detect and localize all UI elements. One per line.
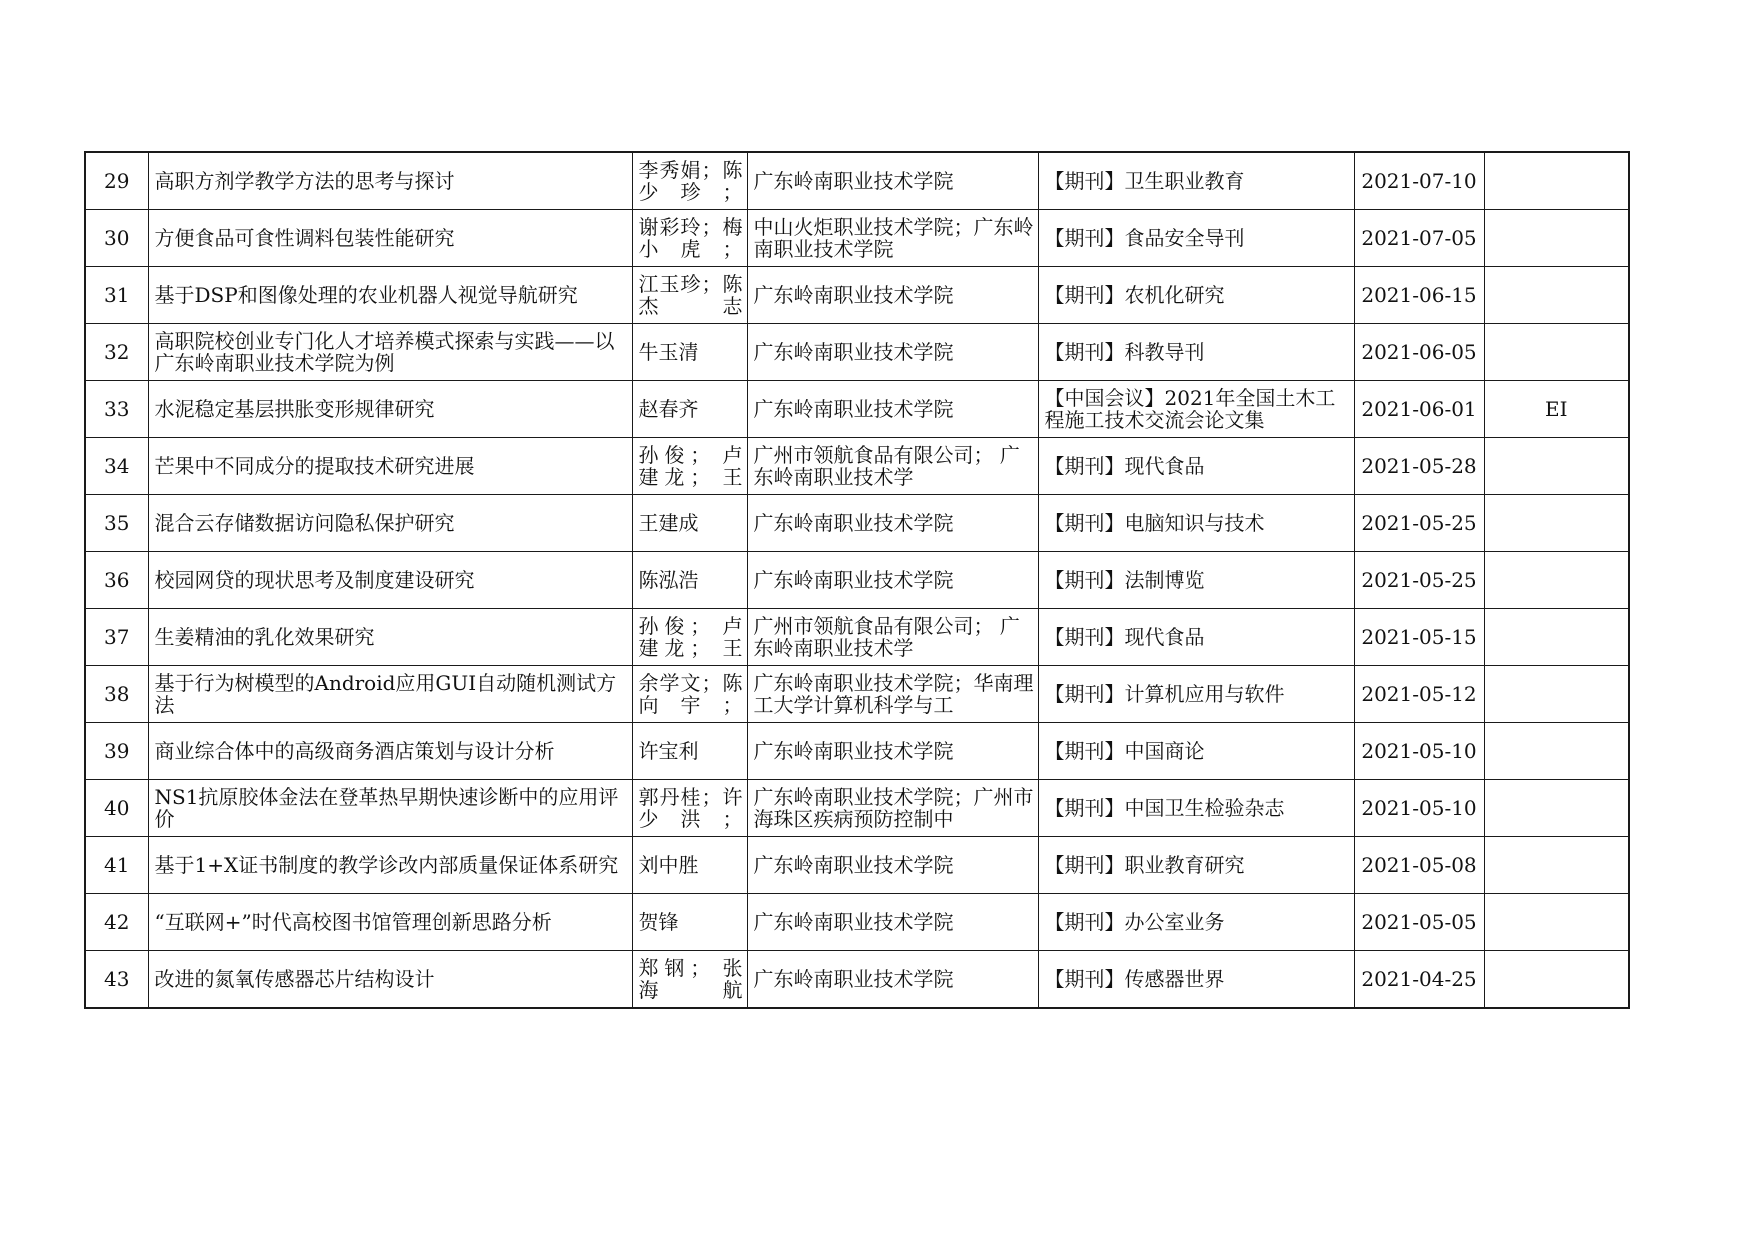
publish-date-cell: 2021-06-01	[1354, 381, 1484, 438]
paper-title-text: 基于DSP和图像处理的农业机器人视觉导航研究	[154, 284, 578, 306]
source-cell	[1038, 837, 1354, 894]
index-cell	[1484, 609, 1629, 666]
organization-cell	[747, 210, 1038, 267]
publish-date-cell: 2021-05-15	[1354, 609, 1484, 666]
authors-cell	[632, 837, 747, 894]
row-number-cell: 41	[85, 837, 148, 894]
index-cell	[1484, 837, 1629, 894]
source-text: 【期刊】现代食品	[1044, 455, 1205, 477]
authors-text: 孙俊； 卢建龙； 王	[638, 444, 743, 488]
row-number-cell: 32	[85, 324, 148, 381]
paper-title-text: 基于行为树模型的Android应用GUI自动随机测试方法	[154, 672, 617, 716]
source-text: 【期刊】科教导刊	[1044, 341, 1205, 363]
organization-cell	[747, 438, 1038, 495]
paper-title-text: 方便食品可食性调料包装性能研究	[154, 227, 455, 249]
paper-title-cell	[148, 780, 632, 837]
table-body	[85, 152, 1629, 1008]
organization-cell	[747, 666, 1038, 723]
paper-title-cell	[148, 666, 632, 723]
table-row	[85, 951, 1629, 1009]
publish-date-cell: 2021-07-10	[1354, 152, 1484, 210]
organization-text: 广东岭南职业技术学院	[753, 740, 954, 762]
organization-cell	[747, 894, 1038, 951]
authors-cell	[632, 552, 747, 609]
authors-text: 余学文；陈向宇；	[638, 672, 743, 716]
source-cell	[1038, 609, 1354, 666]
paper-title-cell	[148, 267, 632, 324]
table-row	[85, 894, 1629, 951]
row-number-cell: 35	[85, 495, 148, 552]
organization-cell	[747, 152, 1038, 210]
authors-text: 李秀娟；陈少珍；	[638, 159, 743, 203]
table-row	[85, 723, 1629, 780]
organization-cell	[747, 495, 1038, 552]
index-cell	[1484, 324, 1629, 381]
organization-text: 广东岭南职业技术学院	[753, 398, 954, 420]
authors-text: 郭丹桂；许少洪；	[638, 786, 743, 830]
authors-cell	[632, 894, 747, 951]
table-row	[85, 609, 1629, 666]
row-number-cell: 39	[85, 723, 148, 780]
authors-cell	[632, 495, 747, 552]
table-row	[85, 152, 1629, 210]
row-number-cell: 30	[85, 210, 148, 267]
source-text: 【期刊】电脑知识与技术	[1044, 512, 1265, 534]
index-cell	[1484, 723, 1629, 780]
publish-date-cell: 2021-06-15	[1354, 267, 1484, 324]
paper-title-cell	[148, 152, 632, 210]
source-text: 【期刊】传感器世界	[1044, 968, 1225, 990]
organization-text: 广东岭南职业技术学院	[753, 512, 954, 534]
organization-cell	[747, 951, 1038, 1009]
source-cell	[1038, 780, 1354, 837]
paper-title-text: 商业综合体中的高级商务酒店策划与设计分析	[154, 740, 555, 762]
paper-title-text: 芒果中不同成分的提取技术研究进展	[154, 455, 475, 477]
publish-date-cell: 2021-05-12	[1354, 666, 1484, 723]
organization-text: 广东岭南职业技术学院	[753, 854, 954, 876]
organization-text: 广东岭南职业技术学院；华南理工大学计算机科学与工	[753, 672, 1034, 716]
row-number-cell: 38	[85, 666, 148, 723]
source-text: 【期刊】中国卫生检验杂志	[1044, 797, 1285, 819]
organization-cell	[747, 609, 1038, 666]
organization-text: 广州市领航食品有限公司； 广东岭南职业技术学	[753, 615, 1020, 659]
source-text: 【期刊】现代食品	[1044, 626, 1205, 648]
authors-text: 江玉珍；陈杰志	[638, 273, 743, 317]
index-cell	[1484, 552, 1629, 609]
table-row	[85, 666, 1629, 723]
index-cell	[1484, 666, 1629, 723]
paper-title-text: 高职院校创业专门化人才培养模式探索与实践——以广东岭南职业技术学院为例	[154, 330, 615, 374]
source-text: 【期刊】农机化研究	[1044, 284, 1225, 306]
source-cell	[1038, 495, 1354, 552]
paper-title-cell	[148, 324, 632, 381]
authors-cell	[632, 267, 747, 324]
organization-text: 广东岭南职业技术学院；广州市海珠区疾病预防控制中	[753, 786, 1034, 830]
publication-table	[84, 151, 1630, 1009]
authors-text: 谢彩玲；梅小虎；	[638, 216, 743, 260]
publish-date-cell: 2021-05-05	[1354, 894, 1484, 951]
organization-cell	[747, 324, 1038, 381]
authors-cell	[632, 780, 747, 837]
organization-cell	[747, 723, 1038, 780]
paper-title-text: 混合云存储数据访问隐私保护研究	[154, 512, 455, 534]
authors-text: 赵春齐	[638, 398, 699, 420]
table-row	[85, 837, 1629, 894]
row-number-cell: 37	[85, 609, 148, 666]
source-text: 【期刊】职业教育研究	[1044, 854, 1245, 876]
authors-cell	[632, 210, 747, 267]
organization-text: 广州市领航食品有限公司； 广东岭南职业技术学	[753, 444, 1020, 488]
organization-cell	[747, 780, 1038, 837]
paper-title-cell	[148, 609, 632, 666]
row-number-cell: 33	[85, 381, 148, 438]
paper-title-cell	[148, 438, 632, 495]
authors-cell	[632, 723, 747, 780]
authors-text: 陈泓浩	[638, 569, 699, 591]
index-cell	[1484, 951, 1629, 1009]
authors-cell	[632, 152, 747, 210]
source-cell	[1038, 438, 1354, 495]
paper-title-cell	[148, 723, 632, 780]
source-text: 【期刊】计算机应用与软件	[1044, 683, 1285, 705]
row-number-cell: 31	[85, 267, 148, 324]
index-cell	[1484, 267, 1629, 324]
organization-text: 广东岭南职业技术学院	[753, 569, 954, 591]
organization-text: 广东岭南职业技术学院	[753, 341, 954, 363]
source-text: 【期刊】办公室业务	[1044, 911, 1225, 933]
table-row	[85, 267, 1629, 324]
authors-cell	[632, 609, 747, 666]
row-number-cell: 40	[85, 780, 148, 837]
source-cell	[1038, 210, 1354, 267]
source-cell	[1038, 552, 1354, 609]
authors-text: 王建成	[638, 512, 699, 534]
organization-text: 广东岭南职业技术学院	[753, 170, 954, 192]
authors-text: 孙俊； 卢建龙； 王	[638, 615, 743, 659]
index-cell: EI	[1484, 381, 1629, 438]
table-row	[85, 210, 1629, 267]
table-row	[85, 381, 1629, 438]
organization-cell	[747, 267, 1038, 324]
row-number-cell: 29	[85, 152, 148, 210]
table-row	[85, 552, 1629, 609]
publish-date-cell: 2021-05-10	[1354, 780, 1484, 837]
source-text: 【期刊】法制博览	[1044, 569, 1205, 591]
index-cell	[1484, 152, 1629, 210]
paper-title-cell	[148, 552, 632, 609]
paper-title-text: 校园网贷的现状思考及制度建设研究	[154, 569, 475, 591]
organization-text: 中山火炬职业技术学院；广东岭南职业技术学院	[753, 216, 1034, 260]
paper-title-text: 高职方剂学教学方法的思考与探讨	[154, 170, 455, 192]
row-number-cell: 34	[85, 438, 148, 495]
publish-date-cell: 2021-07-05	[1354, 210, 1484, 267]
organization-cell	[747, 381, 1038, 438]
paper-title-text: 水泥稳定基层拱胀变形规律研究	[154, 398, 435, 420]
paper-title-text: 改进的氮氧传感器芯片结构设计	[154, 968, 435, 990]
organization-text: 广东岭南职业技术学院	[753, 968, 954, 990]
authors-cell	[632, 438, 747, 495]
source-cell	[1038, 267, 1354, 324]
source-cell	[1038, 381, 1354, 438]
index-cell	[1484, 894, 1629, 951]
paper-title-text: NS1抗原胶体金法在登革热早期快速诊断中的应用评价	[154, 786, 619, 830]
authors-text: 牛玉清	[638, 341, 699, 363]
index-cell	[1484, 438, 1629, 495]
source-text: 【期刊】中国商论	[1044, 740, 1205, 762]
authors-text: 郑钢； 张海航	[638, 957, 743, 1001]
publish-date-cell: 2021-05-08	[1354, 837, 1484, 894]
table-row	[85, 324, 1629, 381]
paper-title-cell	[148, 894, 632, 951]
paper-title-cell	[148, 495, 632, 552]
source-cell	[1038, 324, 1354, 381]
publish-date-cell: 2021-06-05	[1354, 324, 1484, 381]
table-row	[85, 780, 1629, 837]
source-text: 【期刊】卫生职业教育	[1044, 170, 1245, 192]
authors-cell	[632, 381, 747, 438]
paper-title-cell	[148, 837, 632, 894]
row-number-cell: 42	[85, 894, 148, 951]
publish-date-cell: 2021-05-10	[1354, 723, 1484, 780]
index-cell	[1484, 780, 1629, 837]
organization-text: 广东岭南职业技术学院	[753, 284, 954, 306]
authors-cell	[632, 324, 747, 381]
paper-title-text: 基于1+X证书制度的教学诊改内部质量保证体系研究	[154, 854, 619, 876]
authors-text: 刘中胜	[638, 854, 699, 876]
publish-date-cell: 2021-05-28	[1354, 438, 1484, 495]
authors-cell	[632, 666, 747, 723]
publish-date-cell: 2021-05-25	[1354, 552, 1484, 609]
table-row	[85, 495, 1629, 552]
publish-date-cell: 2021-04-25	[1354, 951, 1484, 1009]
paper-title-cell	[148, 210, 632, 267]
organization-cell	[747, 837, 1038, 894]
index-cell	[1484, 210, 1629, 267]
paper-title-cell	[148, 951, 632, 1009]
index-cell	[1484, 495, 1629, 552]
authors-text: 贺锋	[638, 911, 679, 933]
source-text: 【中国会议】2021年全国土木工程施工技术交流会论文集	[1044, 387, 1336, 431]
table-row	[85, 438, 1629, 495]
source-cell	[1038, 894, 1354, 951]
organization-cell	[747, 552, 1038, 609]
source-cell	[1038, 152, 1354, 210]
row-number-cell: 36	[85, 552, 148, 609]
source-cell	[1038, 666, 1354, 723]
authors-cell	[632, 951, 747, 1009]
paper-title-text: 生姜精油的乳化效果研究	[154, 626, 375, 648]
paper-title-cell	[148, 381, 632, 438]
paper-title-text: “互联网+”时代高校图书馆管理创新思路分析	[154, 911, 552, 933]
source-text: 【期刊】食品安全导刊	[1044, 227, 1245, 249]
source-cell	[1038, 951, 1354, 1009]
publish-date-cell: 2021-05-25	[1354, 495, 1484, 552]
source-cell	[1038, 723, 1354, 780]
row-number-cell: 43	[85, 951, 148, 1009]
organization-text: 广东岭南职业技术学院	[753, 911, 954, 933]
authors-text: 许宝利	[638, 740, 699, 762]
